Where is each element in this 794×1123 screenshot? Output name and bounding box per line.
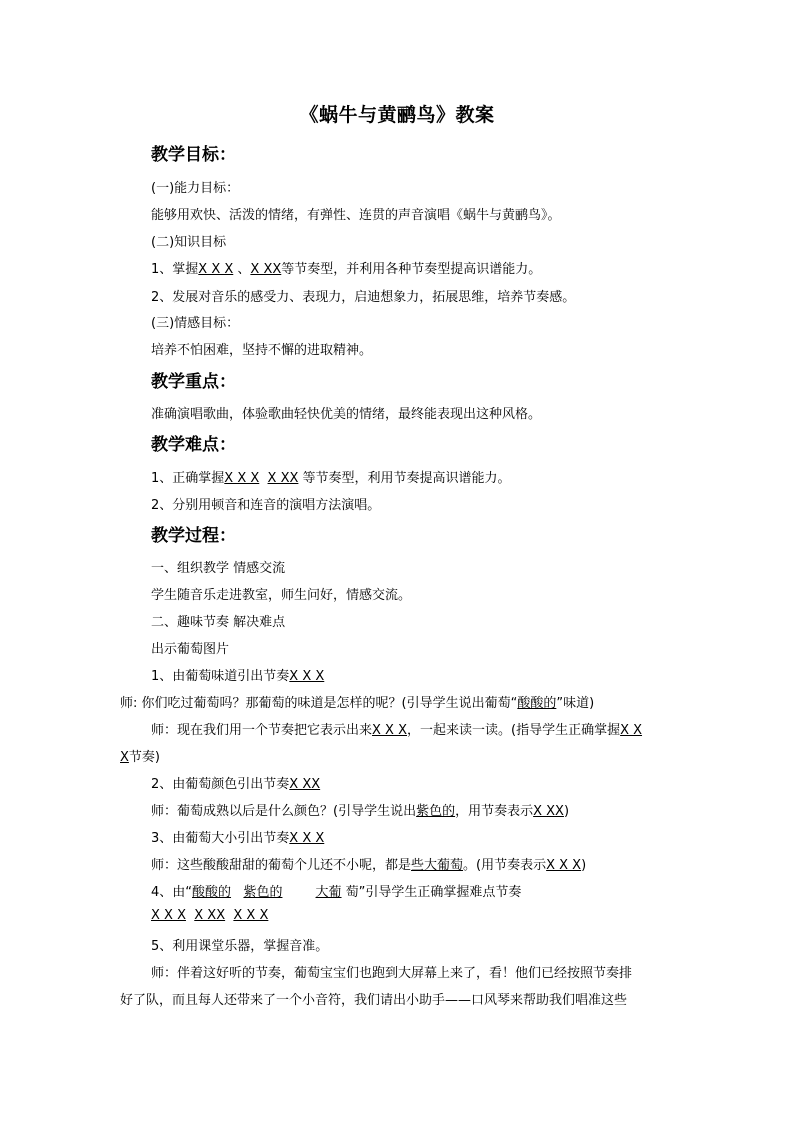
text (259, 471, 267, 486)
text: ，用节奏表示 (455, 804, 534, 819)
rhythm-notation: X XX (289, 777, 321, 792)
process-line: 好了队，而且每人还带来了一个小音符，我们请出小助手——口风琴来帮助我们唱准这些 (120, 993, 628, 1008)
difficulty-heading: 教学难点： (151, 435, 236, 455)
process-line (151, 719, 642, 738)
text: 等节奏型，利用节奏提高识谱能力。 (298, 471, 511, 486)
underlined-text: 紫色的 (416, 804, 456, 819)
rhythm-notation: X X (620, 723, 643, 738)
document-title: 《蜗牛与黄鹂鸟》教案 (299, 104, 495, 126)
underlined-text: 大葡 (315, 885, 342, 900)
goals-heading: 教学目标： (151, 145, 236, 165)
text: 。(用节奏表示 (463, 858, 547, 873)
rhythm-notation: X X X (151, 908, 186, 923)
underlined-text: 些大葡萄 (411, 858, 464, 873)
rhythm-notation: X X X (198, 262, 234, 277)
process-line (151, 908, 268, 923)
text (231, 885, 243, 900)
key-heading: 教学重点： (151, 372, 236, 392)
process-line: 一、组织教学 情感交流 (151, 561, 286, 576)
difficulty-item2: 2、分别用顿音和连音的演唱方法演唱。 (151, 498, 381, 513)
rhythm-notation: X XX (533, 804, 564, 819)
process-line: 师：伴着这好听的节奏，葡萄宝宝们也跑到大屏幕上来了，看！他们已经按照节奏排 (151, 966, 633, 981)
rhythm-notation: X X X (372, 723, 407, 738)
text (186, 908, 194, 923)
underlined-text: 紫色的 (243, 885, 283, 900)
text: 3、由葡萄大小引出节奏 (151, 831, 290, 846)
process-line (151, 881, 521, 900)
underlined-text: 酸酸的 (517, 696, 557, 711)
rhythm-notation: X (120, 750, 129, 765)
process-line (151, 854, 586, 873)
process-line: 出示葡萄图片 (151, 642, 230, 657)
text: 等节奏型，并利用各种节奏型提高识谱能力。 (281, 262, 542, 277)
text: 4、由“ (151, 885, 193, 900)
text: 节奏) (128, 750, 160, 765)
process-line (151, 665, 324, 684)
underlined-text: 酸酸的 (192, 885, 232, 900)
process-line: 学生随音乐走进教室，师生问好，情感交流。 (151, 588, 412, 603)
text: ”味道) (556, 696, 595, 711)
goal2-item1 (151, 258, 541, 277)
rhythm-notation: X X X (224, 471, 260, 486)
process-line (120, 692, 594, 711)
goal2-item2: 2、发展对音乐的感受力、表现力，启迪想象力，拓展思维，培养节奏感。 (151, 290, 576, 305)
goal1-text: 能够用欢快、活泼的情绪，有弹性、连贯的声音演唱《蜗牛与黄鹂鸟》。 (151, 208, 561, 223)
text: 师：葡萄成熟以后是什么颜色？(引导学生说出 (151, 804, 417, 819)
rhythm-notation: X XX (267, 471, 299, 486)
text: ) (581, 858, 587, 873)
goal3-text: 培养不怕困难，坚持不懈的进取精神。 (151, 343, 373, 358)
difficulty-item1 (151, 467, 511, 486)
text: 1、正确掌握 (151, 471, 225, 486)
goal1-label: (一)能力目标： (151, 181, 240, 196)
text: 、 (233, 262, 251, 277)
process-line: 二、趣味节奏 解决难点 (151, 615, 286, 630)
process-line (151, 800, 569, 819)
rhythm-notation: X XX (250, 262, 282, 277)
rhythm-notation: X X X (546, 858, 582, 873)
rhythm-notation: X X X (289, 831, 325, 846)
rhythm-notation: X X X (289, 669, 325, 684)
process-line: 5、利用课堂乐器，掌握音准。 (151, 939, 329, 954)
text: ) (563, 804, 570, 819)
text: 师：现在我们用一个节奏把它表示出来 (151, 723, 373, 738)
text: 1、由葡萄味道引出节奏 (151, 669, 290, 684)
text: 1、掌握 (151, 262, 199, 277)
goal2-label: (二)知识目标 (151, 235, 227, 250)
rhythm-notation: X XX (194, 908, 226, 923)
rhythm-notation: X X X (233, 908, 269, 923)
process-line (120, 746, 160, 765)
process-heading: 教学过程： (151, 526, 236, 546)
text: ，一起来读一读。(指导学生正确掌握 (407, 723, 621, 738)
text: 2、由葡萄颜色引出节奏 (151, 777, 290, 792)
goal3-label: (三)情感目标： (151, 316, 240, 331)
text: 师：这些酸酸甜甜的葡萄个儿还不小呢，都是 (151, 858, 412, 873)
process-line (151, 773, 320, 792)
text: 师: 你们吃过葡萄吗？那葡萄的味道是怎样的呢？(引导学生说出葡萄“ (120, 696, 518, 711)
key-text: 准确演唱歌曲，体验歌曲轻快优美的情绪，最终能表现出这种风格。 (151, 407, 542, 422)
process-line (151, 827, 324, 846)
text: 萄”引导学生正确掌握难点节奏 (341, 885, 522, 900)
text (282, 885, 315, 900)
